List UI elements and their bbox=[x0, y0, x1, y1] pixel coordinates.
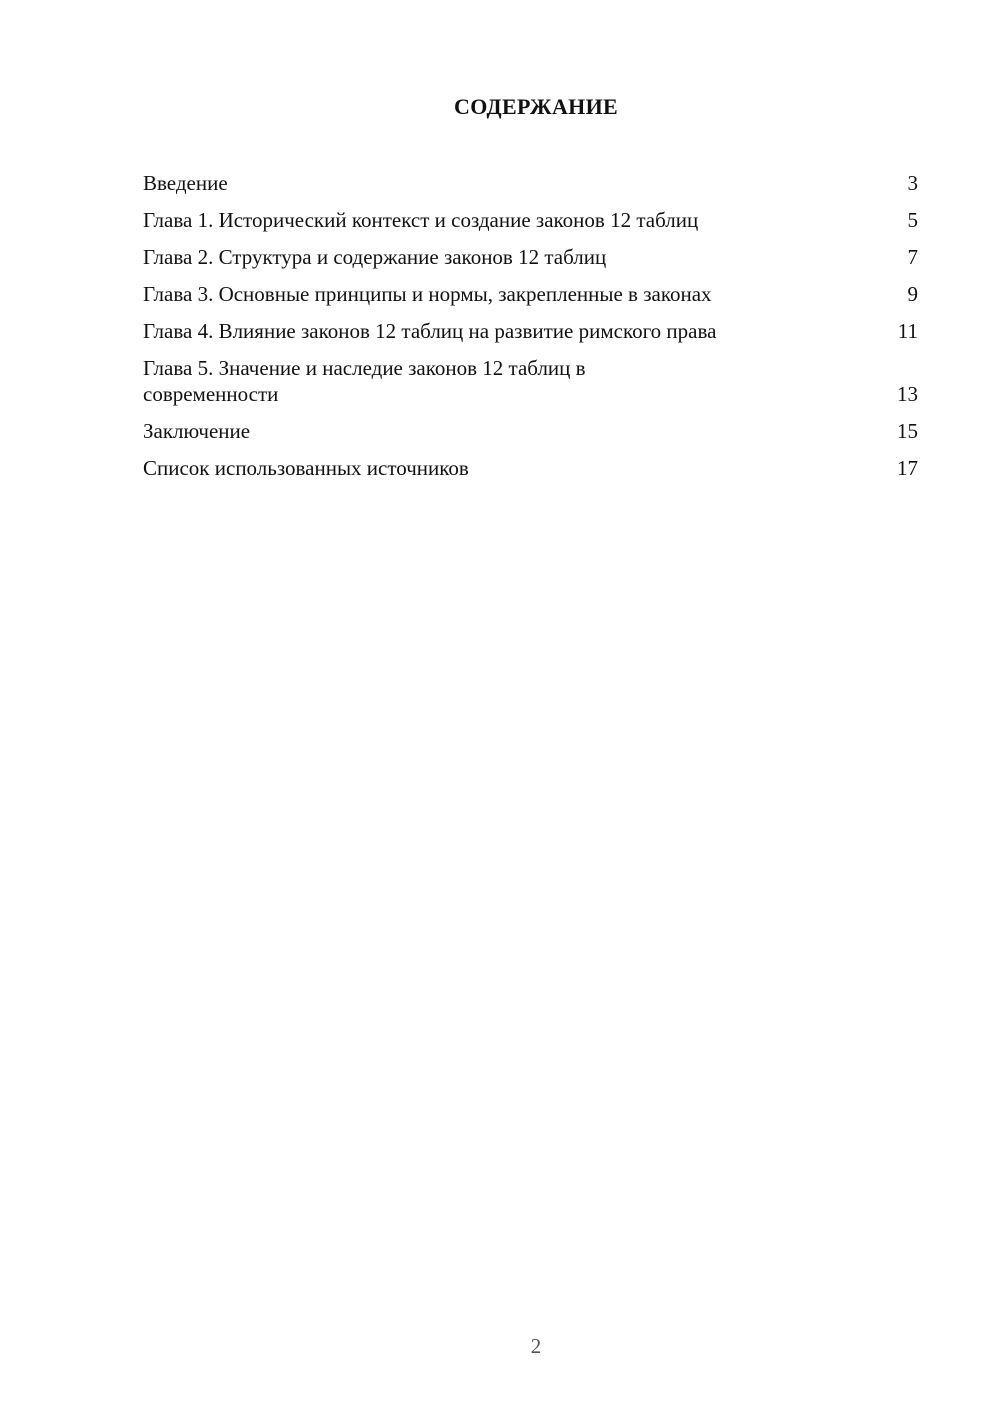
toc-entry-chapter-3[interactable] bbox=[143, 281, 919, 307]
table-of-contents bbox=[143, 170, 919, 492]
toc-entry-page: 17 bbox=[897, 456, 918, 480]
toc-entry-label: Глава 1. Исторический контекст и создание законов 12 таблиц bbox=[143, 208, 699, 232]
toc-entry-label: Введение bbox=[143, 171, 228, 195]
toc-entry-references[interactable] bbox=[143, 455, 919, 481]
toc-entry-label: Список использованных источников bbox=[143, 456, 469, 480]
toc-entry-introduction[interactable] bbox=[143, 170, 919, 196]
page-number: 2 bbox=[530, 1334, 542, 1358]
toc-entry-label: Глава 5. Значение и наследие законов 12 таблиц в современности bbox=[143, 356, 586, 406]
toc-entry-chapter-4[interactable] bbox=[143, 318, 919, 344]
toc-entry-label: Глава 3. Основные принципы и нормы, закрепленные в законах bbox=[143, 282, 712, 306]
page-title: СОДЕРЖАНИЕ bbox=[454, 94, 618, 119]
toc-entry-chapter-1[interactable] bbox=[143, 207, 919, 233]
toc-entry-page: 7 bbox=[907, 245, 918, 269]
toc-entry-label: Заключение bbox=[143, 419, 251, 443]
toc-entry-page: 15 bbox=[897, 419, 918, 443]
toc-entry-chapter-2[interactable] bbox=[143, 244, 919, 270]
toc-entry-page: 5 bbox=[907, 208, 918, 232]
toc-entry-chapter-5[interactable] bbox=[143, 355, 919, 407]
toc-entry-page: 11 bbox=[897, 319, 918, 343]
toc-entry-label: Глава 4. Влияние законов 12 таблиц на развитие римского права bbox=[143, 319, 717, 343]
toc-entry-page: 9 bbox=[907, 282, 918, 306]
toc-entry-conclusion[interactable] bbox=[143, 418, 919, 444]
toc-entry-page: 13 bbox=[897, 382, 918, 406]
toc-entry-page: 3 bbox=[907, 171, 918, 195]
toc-entry-label: Глава 2. Структура и содержание законов 12 таблиц bbox=[143, 245, 607, 269]
